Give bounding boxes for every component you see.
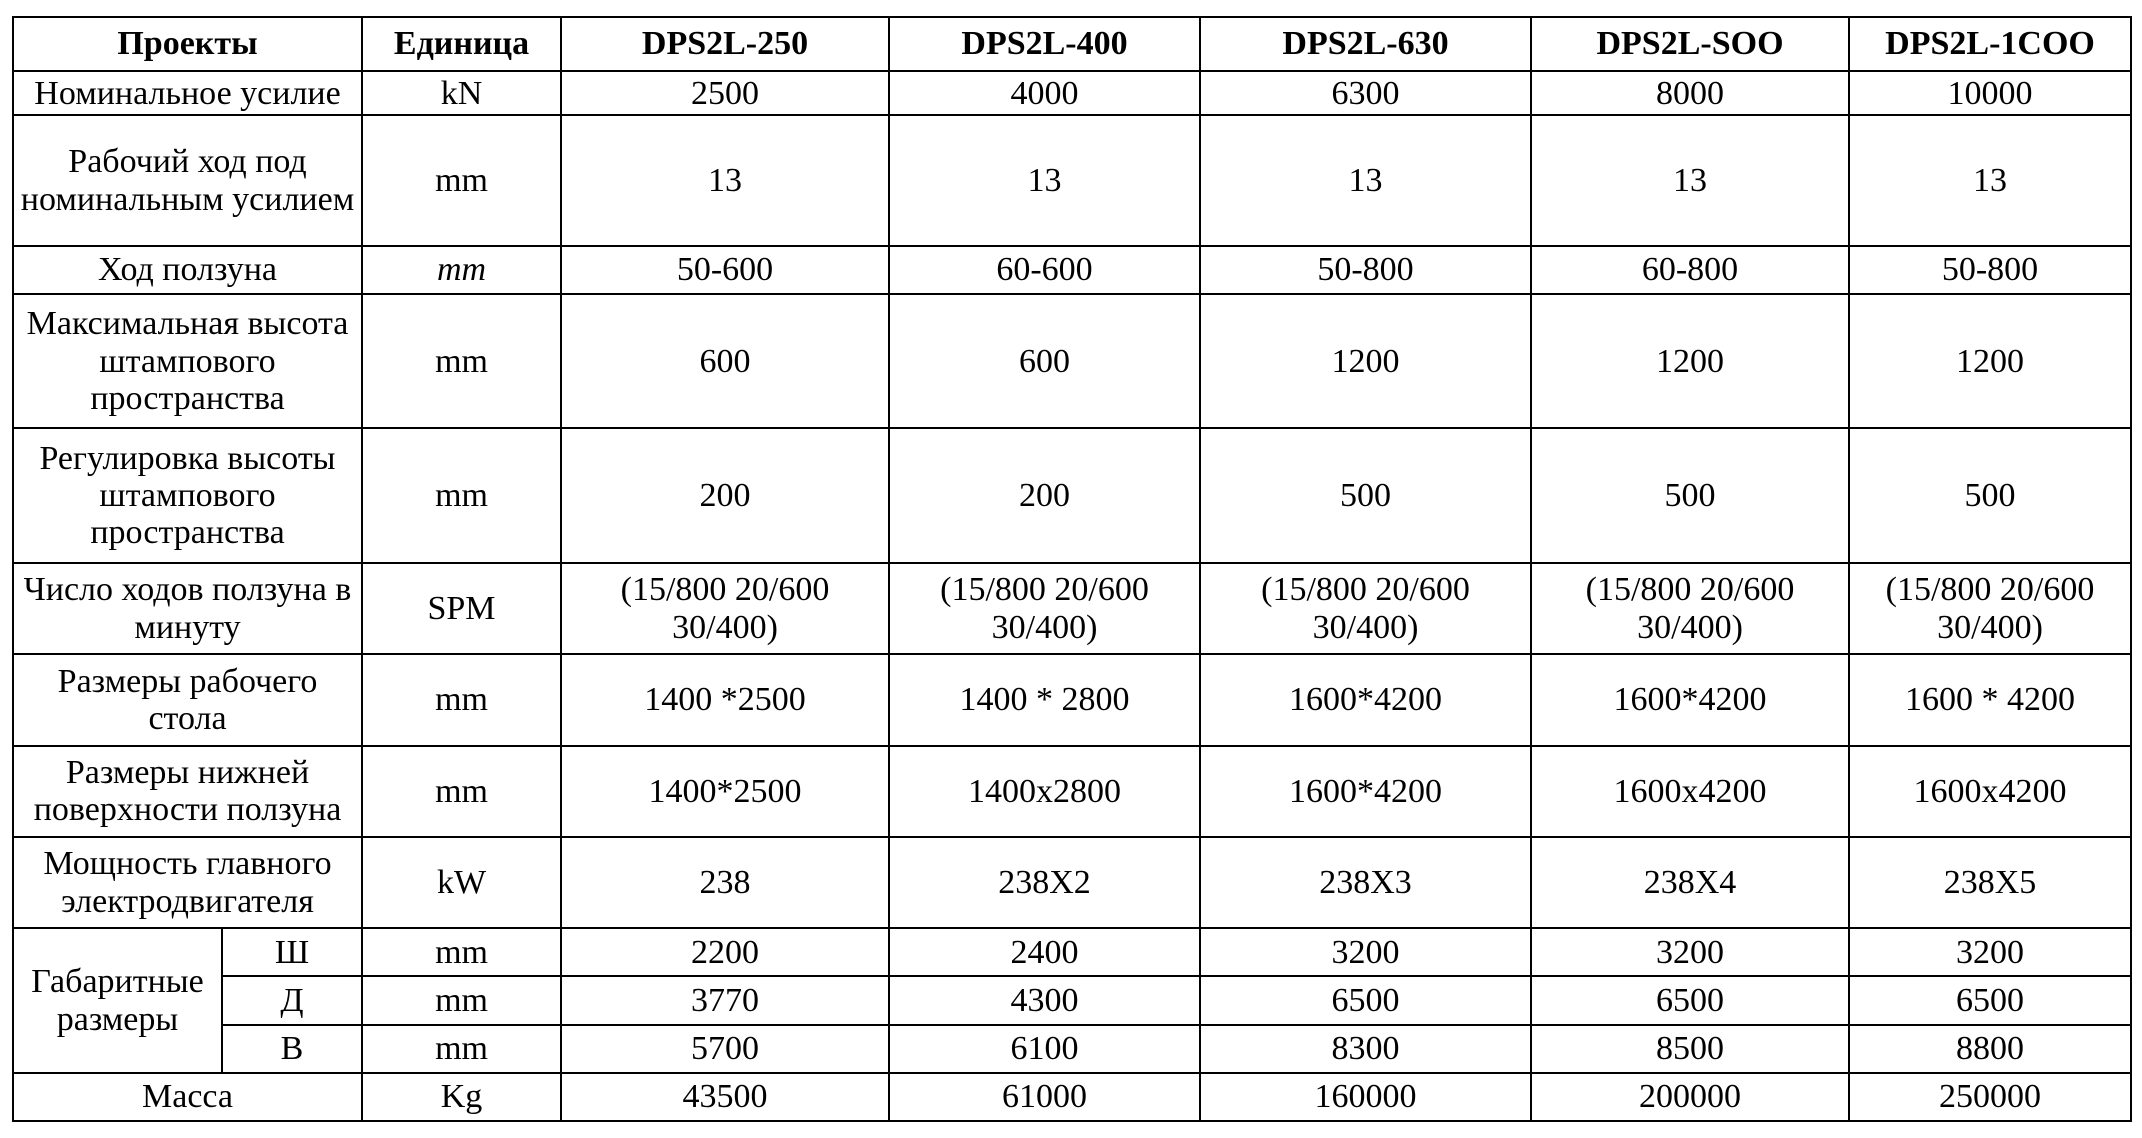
table-cell: 1200 [1531,294,1849,428]
table-cell: 200 [889,428,1200,562]
table-cell: 238X5 [1849,837,2131,928]
table-cell: 1600*4200 [1200,654,1531,745]
table-cell: 13 [889,115,1200,245]
header-model: DPS2L-250 [561,17,889,71]
table-cell: 50-800 [1849,246,2131,294]
table-cell: 6300 [1200,71,1531,115]
table-cell: 1400 * 2800 [889,654,1200,745]
table-cell: 8000 [1531,71,1849,115]
dimension-sublabel: Ш [222,928,362,976]
row-unit: mm [362,428,561,562]
table-cell: 8300 [1200,1025,1531,1073]
table-cell: 50-600 [561,246,889,294]
table-cell: 6500 [1200,976,1531,1024]
table-cell: 1600*4200 [1200,746,1531,837]
table-cell: 4300 [889,976,1200,1024]
table-cell: 3770 [561,976,889,1024]
table-cell: 160000 [1200,1073,1531,1121]
row-unit: mm [362,294,561,428]
table-cell: 1200 [1849,294,2131,428]
table-cell: (15/800 20/600 30/400) [1531,563,1849,654]
table-cell: (15/800 20/600 30/400) [1200,563,1531,654]
table-cell: 1400*2500 [561,746,889,837]
row-label: Максимальная высота штампового пространства [13,294,362,428]
table-cell: 50-800 [1200,246,1531,294]
header-row [13,17,2131,71]
table-cell: 61000 [889,1073,1200,1121]
table-cell: 6100 [889,1025,1200,1073]
row-unit: mm [362,928,561,976]
row-unit: mm [362,654,561,745]
table-cell: 238X3 [1200,837,1531,928]
table-row [13,746,2131,837]
row-label: Рабочий ход под номинальным усилием [13,115,362,245]
row-label: Размеры нижней поверхности ползуна [13,746,362,837]
row-label: Ход ползуна [13,246,362,294]
table-cell: 500 [1200,428,1531,562]
table-cell: 238X2 [889,837,1200,928]
table-row [13,71,2131,115]
row-label: Регулировка высоты штампового пространства [13,428,362,562]
row-label: Номинальное усилие [13,71,362,115]
header-model: DPS2L-630 [1200,17,1531,71]
table-cell: 1400 *2500 [561,654,889,745]
table-cell: 6500 [1849,976,2131,1024]
table-cell: (15/800 20/600 30/400) [561,563,889,654]
row-label: Размеры рабочего стола [13,654,362,745]
table-cell: 1200 [1200,294,1531,428]
table-cell: 500 [1531,428,1849,562]
table-cell: (15/800 20/600 30/400) [1849,563,2131,654]
dimensions-label: Габаритные размеры [13,928,222,1073]
table-row [13,654,2131,745]
table-row [13,563,2131,654]
table-cell: 238 [561,837,889,928]
table-cell: 13 [1849,115,2131,245]
row-label: Мощность главного электродвигателя [13,837,362,928]
table-cell: 200 [561,428,889,562]
row-unit: kW [362,837,561,928]
dimension-sublabel: В [222,1025,362,1073]
row-unit: mm [362,746,561,837]
table-cell: 600 [889,294,1200,428]
row-unit: mm [362,976,561,1024]
table-cell: 4000 [889,71,1200,115]
table-cell: 600 [561,294,889,428]
table-cell: 1600*4200 [1531,654,1849,745]
header-model: DPS2L-1COO [1849,17,2131,71]
table-cell: 8800 [1849,1025,2131,1073]
row-label: Число ходов ползуна в минуту [13,563,362,654]
table-row [13,294,2131,428]
table-cell: 3200 [1200,928,1531,976]
row-unit: mm [362,1025,561,1073]
table-cell: 2500 [561,71,889,115]
row-unit: Kg [362,1073,561,1121]
header-model: DPS2L-SOO [1531,17,1849,71]
table-cell: 238X4 [1531,837,1849,928]
table-cell: 6500 [1531,976,1849,1024]
table-cell: 500 [1849,428,2131,562]
table-cell: 3200 [1849,928,2131,976]
spec-table [12,16,2132,1122]
table-row [13,976,2131,1024]
header-projects: Проекты [13,17,362,71]
table-row [13,246,2131,294]
row-unit: kN [362,71,561,115]
table-cell: 1400x2800 [889,746,1200,837]
table-row [13,1073,2131,1121]
table-cell: 60-800 [1531,246,1849,294]
table-cell: 1600x4200 [1849,746,2131,837]
table-cell: 1600x4200 [1531,746,1849,837]
table-row [13,928,2131,976]
header-unit: Единица [362,17,561,71]
table-cell: 200000 [1531,1073,1849,1121]
table-cell: 13 [561,115,889,245]
table-cell: (15/800 20/600 30/400) [889,563,1200,654]
table-cell: 5700 [561,1025,889,1073]
table-cell: 13 [1200,115,1531,245]
table-row [13,115,2131,245]
table-row [13,1025,2131,1073]
row-unit: SPM [362,563,561,654]
table-cell: 250000 [1849,1073,2131,1121]
table-cell: 13 [1531,115,1849,245]
dimension-sublabel: Д [222,976,362,1024]
row-label: Масса [13,1073,362,1121]
table-row [13,837,2131,928]
table-cell: 2200 [561,928,889,976]
table-cell: 60-600 [889,246,1200,294]
row-unit: mm [362,246,561,294]
table-cell: 2400 [889,928,1200,976]
header-model: DPS2L-400 [889,17,1200,71]
table-cell: 43500 [561,1073,889,1121]
table-cell: 8500 [1531,1025,1849,1073]
row-unit: mm [362,115,561,245]
table-cell: 3200 [1531,928,1849,976]
table-cell: 1600 * 4200 [1849,654,2131,745]
table-row [13,428,2131,562]
table-cell: 10000 [1849,71,2131,115]
